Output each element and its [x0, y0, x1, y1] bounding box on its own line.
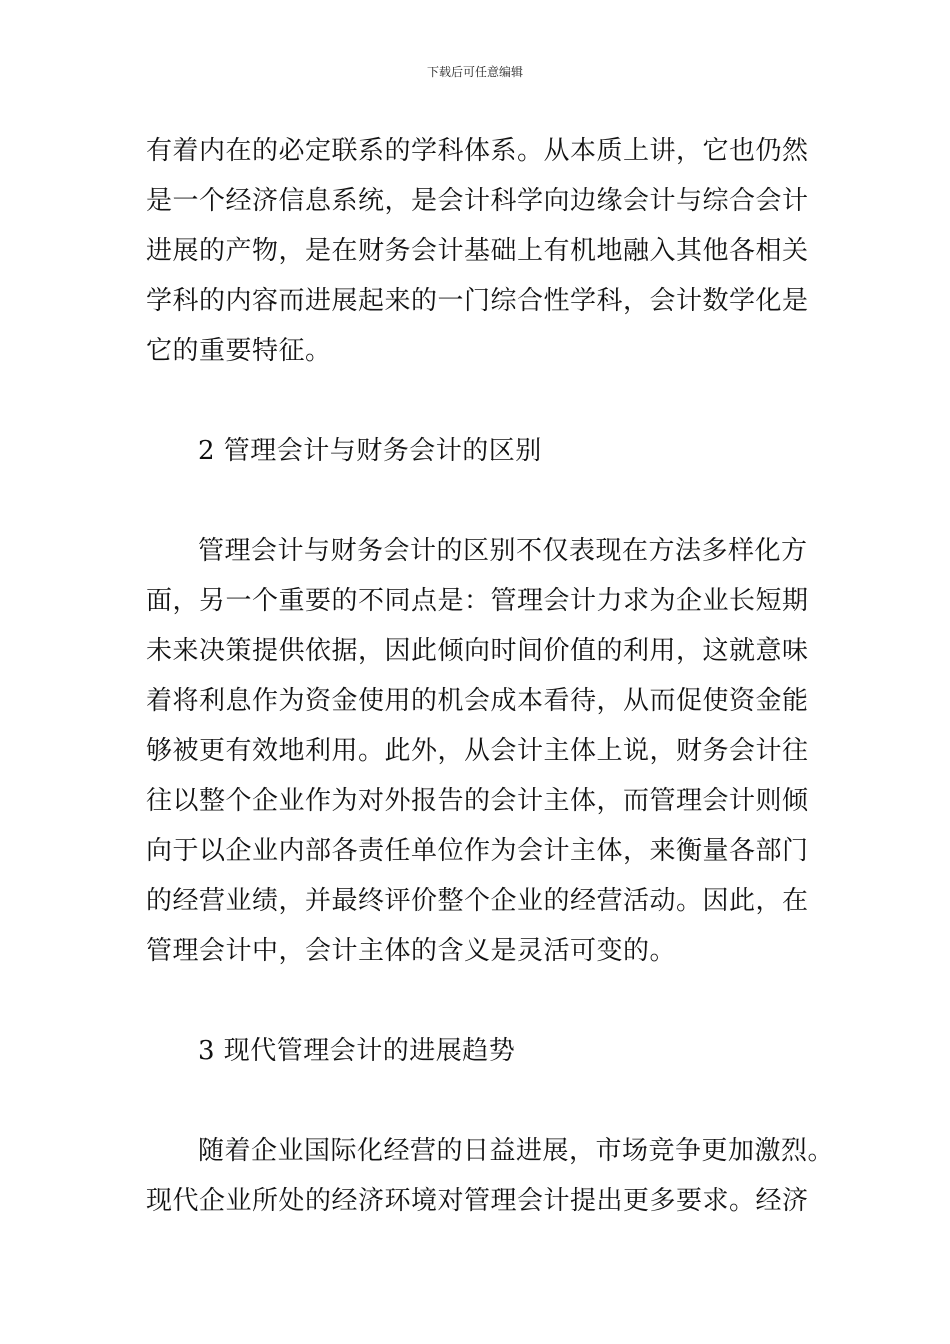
text-line: 随着企业国际化经营的日益进展，市场竞争更加激烈。 — [198, 1136, 835, 1166]
text-line: 着将利息作为资金使用的机会成本看待，从而促使资金能 — [146, 686, 809, 716]
text-line: 往以整个企业作为对外报告的会计主体，而管理会计则倾 — [146, 786, 809, 816]
text-line: 有着内在的必定联系的学科体系。从本质上讲，它也仍然 — [146, 136, 809, 166]
text-line: 向于以企业内部各责任单位作为会计主体，来衡量各部门 — [146, 836, 809, 866]
section-heading-3: 3 现代管理会计的进展趋势 — [198, 1036, 516, 1066]
text-line: 是一个经济信息系统，是会计科学向边缘会计与综合会计 — [146, 186, 809, 216]
section-heading-2: 2 管理会计与财务会计的区别 — [198, 436, 542, 466]
text-line: 的经营业绩，并最终评价整个企业的经营活动。因此，在 — [146, 886, 809, 916]
paragraph-continuation — [146, 126, 808, 376]
text-line: 它的重要特征。 — [146, 336, 332, 366]
page-header: 下载后可任意编辑 — [426, 65, 523, 79]
section-3-paragraph — [146, 1126, 835, 1226]
text-line: 够被更有效地利用。此外，从会计主体上说，财务会计往 — [146, 736, 809, 766]
text-line: 管理会计与财务会计的区别不仅表现在方法多样化方 — [198, 536, 808, 566]
text-line: 现代企业所处的经济环境对管理会计提出更多要求。经济 — [146, 1186, 809, 1216]
text-line: 进展的产物，是在财务会计基础上有机地融入其他各相关 — [146, 236, 809, 266]
text-line: 学科的内容而进展起来的一门综合性学科，会计数学化是 — [146, 286, 809, 316]
text-line: 面，另一个重要的不同点是：管理会计力求为企业长短期 — [146, 586, 809, 616]
document-body — [146, 126, 835, 1226]
text-line: 未来决策提供依据，因此倾向时间价值的利用，这就意味 — [146, 636, 809, 666]
section-2-paragraph — [146, 526, 808, 976]
text-line: 管理会计中，会计主体的含义是灵活可变的。 — [146, 936, 677, 966]
